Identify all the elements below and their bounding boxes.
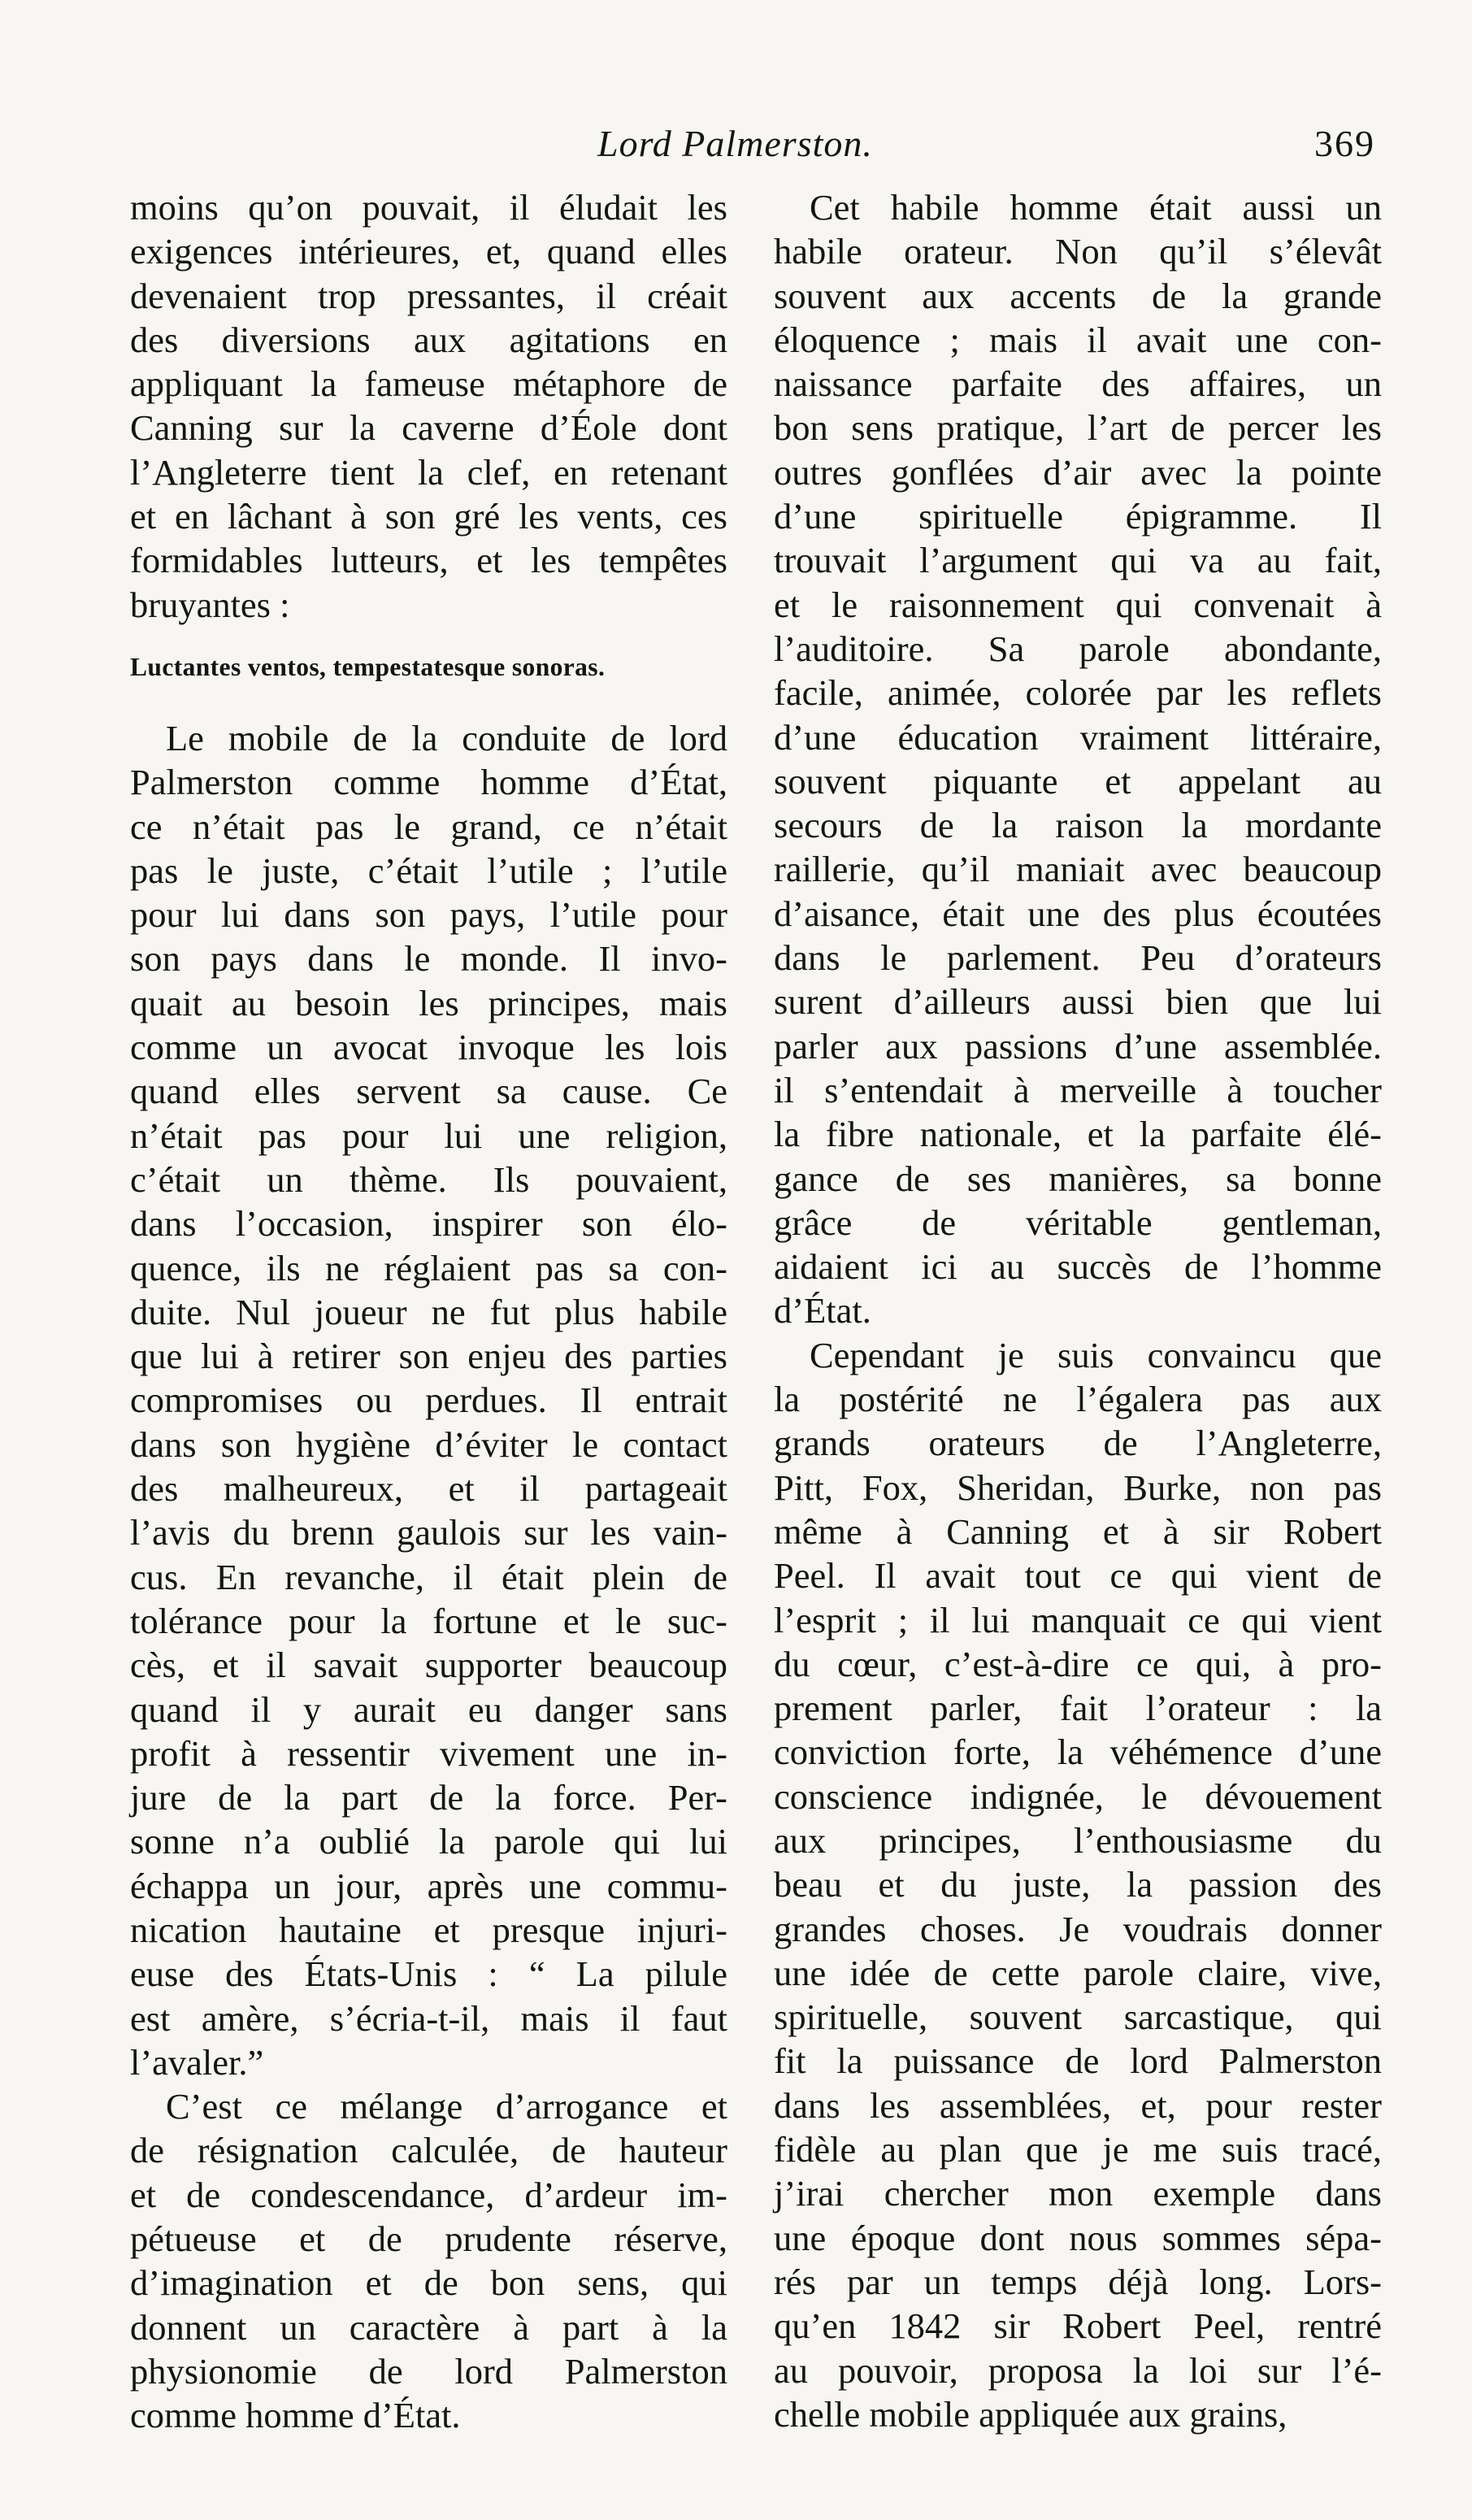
- text-line: dans l’occasion, inspirer son élo-: [130, 1203, 727, 1245]
- text-line: jure de la part de la force. Per-: [130, 1777, 727, 1818]
- text-line: exigences intérieures, et, quand elles: [130, 231, 727, 272]
- text-line: habile orateur. Non qu’il s’élevât: [774, 231, 1382, 272]
- text-line: n’était pas pour lui une religion,: [130, 1114, 727, 1156]
- latin-quotation: Luctantes ventos, tempestatesque sonoras.: [130, 652, 606, 681]
- text-line: raillerie, qu’il maniait avec beaucoup: [774, 849, 1382, 890]
- text-line: chelle mobile appliquée aux grains,: [774, 2393, 1287, 2435]
- paragraph: [130, 185, 727, 627]
- text-line: au pouvoir, proposa la loi sur l’é-: [774, 2349, 1382, 2391]
- text-line: l’esprit ; il lui manquait ce qui vient: [774, 1599, 1382, 1640]
- text-line: du cœur, c’est-à-dire ce qui, à pro-: [774, 1643, 1382, 1684]
- paragraph: [774, 185, 1382, 1333]
- text-line: grandes choses. Je voudrais donner: [774, 1908, 1382, 1949]
- text-line: des diversions aux agitations en: [130, 319, 727, 360]
- text-line: comme homme d’État.: [130, 2395, 461, 2436]
- left-column: [130, 185, 727, 2438]
- text-line: bruyantes :: [130, 584, 290, 625]
- text-line: aux principes, l’enthousiasme du: [774, 1819, 1382, 1861]
- text-line: que lui à retirer son enjeu des parties: [130, 1336, 727, 1377]
- text-line: devenaient trop pressantes, il créait: [130, 275, 727, 316]
- text-line: une époque dont nous sommes sépa-: [774, 2217, 1382, 2258]
- text-line: souvent aux accents de la grande: [774, 275, 1382, 316]
- text-line: appliquant la fameuse métaphore de: [130, 363, 727, 405]
- text-line: secours de la raison la mordante: [774, 805, 1382, 846]
- text-line: des malheureux, et il partageait: [130, 1468, 727, 1510]
- running-head: [130, 122, 1382, 171]
- text-line: nication hautaine et presque injuri-: [130, 1909, 727, 1950]
- paragraph: [130, 716, 727, 2084]
- text-line: sonne n’a oublié la parole qui lui: [130, 1821, 727, 1862]
- text-line: dans le parlement. Peu d’orateurs: [774, 937, 1382, 979]
- text-line: Canning sur la caverne d’Éole dont: [130, 407, 727, 449]
- text-line: grands orateurs de l’Angleterre,: [774, 1423, 1382, 1464]
- text-line: son pays dans le monde. Il invo-: [130, 938, 727, 980]
- text-line: j’irai chercher mon exemple dans: [774, 2173, 1382, 2214]
- text-line: la fibre nationale, et la parfaite élé-: [774, 1114, 1382, 1155]
- text-line: l’auditoire. Sa parole abondante,: [774, 628, 1382, 669]
- text-line: C’est ce mélange d’arrogance et: [166, 2086, 727, 2127]
- text-line: éloquence ; mais il avait une con-: [774, 319, 1382, 360]
- text-line: parler aux passions d’une assemblée.: [774, 1025, 1382, 1067]
- text-line: naissance parfaite des affaires, un: [774, 363, 1382, 405]
- text-line: d’État.: [774, 1290, 871, 1332]
- text-line: quence, ils ne réglaient pas sa con-: [130, 1247, 727, 1288]
- text-line: pétueuse et de prudente réserve,: [130, 2218, 727, 2260]
- text-line: l’Angleterre tient la clef, en retenant: [130, 451, 727, 493]
- text-line: souvent piquante et appelant au: [774, 760, 1382, 802]
- text-line: et de condescendance, d’ardeur im-: [130, 2174, 727, 2215]
- text-line: Le mobile de la conduite de lord: [166, 717, 727, 758]
- text-line: Peel. Il avait tout ce qui vient de: [774, 1555, 1382, 1597]
- text-line: pour lui dans son pays, l’utile pour: [130, 894, 727, 936]
- text-line: rés par un temps déjà long. Lors-: [774, 2261, 1382, 2302]
- text-line: aidaient ici au succès de l’homme: [774, 1246, 1382, 1288]
- text-line: est amère, s’écria-t-il, mais il faut: [130, 1997, 727, 2039]
- text-line: outres gonflées d’air avec la pointe: [774, 451, 1382, 493]
- running-title: Lord Palmerston.: [597, 123, 873, 164]
- text-line: fit la puissance de lord Palmerston: [774, 2040, 1382, 2082]
- text-line: quait au besoin les principes, mais: [130, 982, 727, 1023]
- paragraph: [130, 2084, 727, 2437]
- text-line: c’était un thème. Ils pouvaient,: [130, 1158, 727, 1200]
- text-line: échappa un jour, après une commu-: [130, 1865, 727, 1906]
- text-line: l’avaler.”: [130, 2041, 264, 2083]
- text-line: d’aisance, était une des plus écoutées: [774, 893, 1382, 934]
- text-line: et le raisonnement qui convenait à: [774, 584, 1382, 625]
- page-number: 369: [1314, 123, 1375, 164]
- text-line: Pitt, Fox, Sheridan, Burke, non pas: [774, 1466, 1382, 1508]
- text-line: facile, animée, colorée par les reflets: [774, 672, 1382, 714]
- text-line: Cet habile homme était aussi un: [810, 187, 1382, 228]
- text-line: spirituelle, souvent sarcastique, qui: [774, 1996, 1382, 2038]
- text-line: grâce de véritable gentleman,: [774, 1201, 1382, 1243]
- text-line: duite. Nul joueur ne fut plus habile: [130, 1291, 727, 1332]
- text-line: donnent un caractère à part à la: [130, 2306, 727, 2348]
- text-line: d’imagination et de bon sens, qui: [130, 2262, 727, 2304]
- text-line: gance de ses manières, sa bonne: [774, 1158, 1382, 1199]
- text-line: profit à ressentir vivement une in-: [130, 1732, 727, 1774]
- text-line: il s’entendait à merveille à toucher: [774, 1069, 1382, 1110]
- text-line: tolérance pour la fortune et le suc-: [130, 1600, 727, 1641]
- text-line: conscience indignée, le dévouement: [774, 1775, 1382, 1817]
- text-line: trouvait l’argument qui va au fait,: [774, 540, 1382, 581]
- text-line: qu’en 1842 sir Robert Peel, rentré: [774, 2305, 1382, 2347]
- text-line: cès, et il savait supporter beaucoup: [130, 1645, 727, 1686]
- text-line: d’une spirituelle épigramme. Il: [774, 496, 1382, 537]
- text-line: bon sens pratique, l’art de percer les: [774, 407, 1382, 449]
- text-line: d’une éducation vraiment littéraire,: [774, 716, 1382, 758]
- text-line: la postérité ne l’égalera pas aux: [774, 1379, 1382, 1420]
- text-line: physionomie de lord Palmerston: [130, 2350, 727, 2392]
- text-line: fidèle au plan que je me suis tracé,: [774, 2129, 1382, 2170]
- text-line: dans les assemblées, et, pour rester: [774, 2084, 1382, 2126]
- text-line: Palmerston comme homme d’État,: [130, 762, 727, 803]
- text-line: quand elles servent sa cause. Ce: [130, 1071, 727, 1112]
- text-line: de résignation calculée, de hauteur: [130, 2130, 727, 2171]
- text-line: prement parler, fait l’orateur : la: [774, 1688, 1382, 1729]
- text-line: et en lâchant à son gré les vents, ces: [130, 496, 727, 537]
- text-line: l’avis du brenn gaulois sur les vain-: [130, 1512, 727, 1553]
- text-line: ce n’était pas le grand, ce n’était: [130, 806, 727, 847]
- text-line: conviction forte, la véhémence d’une: [774, 1731, 1382, 1773]
- text-line: cus. En revanche, il était plein de: [130, 1556, 727, 1597]
- text-line: quand il y aurait eu danger sans: [130, 1688, 727, 1730]
- text-line: surent d’ailleurs aussi bien que lui: [774, 981, 1382, 1023]
- text-line: Cependant je suis convaincu que: [810, 1334, 1382, 1375]
- text-line: même à Canning et à sir Robert: [774, 1510, 1382, 1552]
- text-line: pas le juste, c’était l’utile ; l’utile: [130, 849, 727, 891]
- text-line: euse des États-Unis : “ La pilule: [130, 1953, 727, 1995]
- text-line: formidables lutteurs, et les tempêtes: [130, 540, 727, 581]
- right-column: [774, 185, 1382, 2436]
- text-line: compromises ou perdues. Il entrait: [130, 1379, 727, 1421]
- text-line: beau et du juste, la passion des: [774, 1864, 1382, 1905]
- text-line: dans son hygiène d’éviter le contact: [130, 1423, 727, 1465]
- text-line: une idée de cette parole claire, vive,: [774, 1952, 1382, 1993]
- text-line: moins qu’on pouvait, il éludait les: [130, 187, 727, 228]
- paragraph: [774, 1333, 1382, 2436]
- text-line: comme un avocat invoque les lois: [130, 1027, 727, 1068]
